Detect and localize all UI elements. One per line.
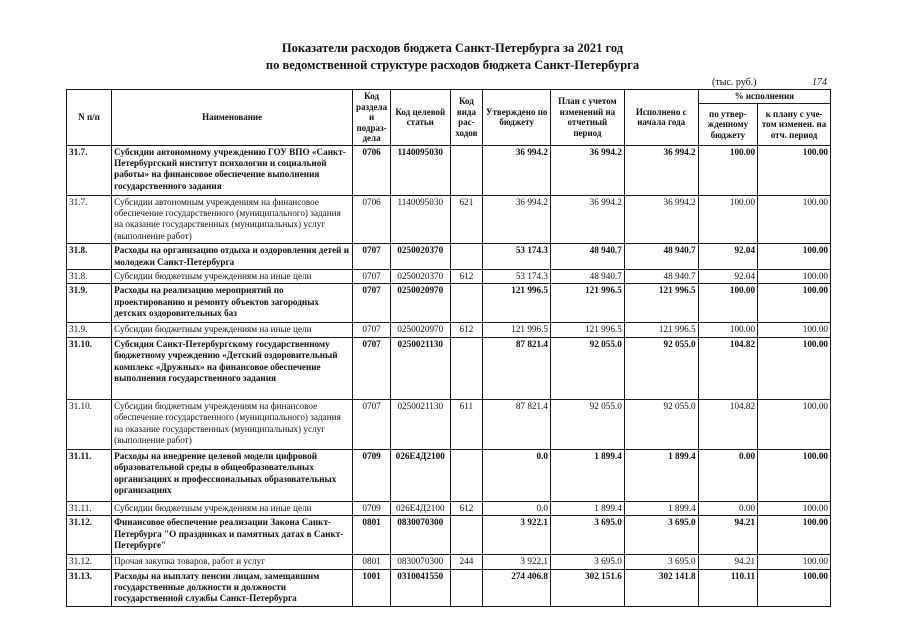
cell-exptype: 621: [450, 195, 483, 244]
cell-name: Финансовое обеспечение реализации Закона Санкт-Петербурга "О праздниках и памятных датах в Санкт-Петербурге": [112, 516, 353, 555]
cell-target: 1140095030: [391, 195, 450, 244]
cell-exptype: [450, 569, 483, 606]
cell-plan: 48 940.7: [550, 269, 624, 283]
cell-pct-plan: 100.00: [758, 145, 831, 195]
cell-num: 31.11.: [67, 501, 112, 515]
cell-exptype: [450, 284, 483, 323]
cell-approved: 53 174.3: [483, 244, 551, 270]
table-row: [67, 323, 831, 337]
cell-pct-plan: 100.00: [758, 449, 831, 501]
header-section: Код раздела и подраз-дела: [353, 90, 391, 146]
cell-plan: 121 996.5: [550, 284, 624, 323]
cell-num: 31.9.: [67, 284, 112, 323]
cell-pct-plan: 100.00: [758, 337, 831, 399]
cell-exptype: [450, 145, 483, 195]
cell-section: 0709: [353, 501, 391, 515]
cell-executed: 48 940.7: [624, 244, 698, 270]
units-label: (тыс. руб.): [712, 77, 757, 88]
cell-plan: 92 055.0: [550, 337, 624, 399]
cell-pct-plan: 100.00: [758, 244, 831, 270]
cell-plan: 3 695.0: [550, 516, 624, 555]
cell-pct-plan: 100.00: [758, 569, 831, 606]
cell-plan: 92 055.0: [550, 399, 624, 449]
cell-section: 0707: [353, 244, 391, 270]
cell-num: 31.8.: [67, 269, 112, 283]
cell-executed: 36 994.2: [624, 145, 698, 195]
cell-approved: 274 406.8: [483, 569, 551, 606]
table-body: [67, 145, 831, 606]
cell-section: 0707: [353, 284, 391, 323]
cell-executed: 121 996.5: [624, 284, 698, 323]
cell-pct-approved: 110.11: [698, 569, 757, 606]
cell-num: 31.11.: [67, 449, 112, 501]
cell-num: 31.10.: [67, 337, 112, 399]
cell-executed: 3 695.0: [624, 555, 698, 569]
cell-target: 0830070300: [391, 516, 450, 555]
table-row: [67, 501, 831, 515]
header-approved: Утверждено по бюджету: [483, 90, 551, 146]
cell-name: Субсидии бюджетным учреждениям на иные цели: [112, 323, 353, 337]
cell-num: 31.7.: [67, 145, 112, 195]
cell-section: 0801: [353, 516, 391, 555]
cell-pct-plan: 100.00: [758, 323, 831, 337]
report-title-line2: по ведомственной структуре расходов бюджета Санкт-Петербурга: [265, 58, 640, 72]
cell-exptype: 611: [450, 399, 483, 449]
cell-exptype: [450, 337, 483, 399]
cell-exptype: [450, 449, 483, 501]
cell-approved: 36 994.2: [483, 145, 551, 195]
cell-pct-approved: 92.04: [698, 244, 757, 270]
cell-target: 026Е4Д2100: [391, 449, 450, 501]
cell-section: 0709: [353, 449, 391, 501]
cell-name: Субсидии автономным учреждениям на финансовое обеспечение государственного (муниципального) задания на оказание государственных (муниципальных) услуг (выполнение работ): [112, 195, 353, 244]
cell-approved: 87 821.4: [483, 337, 551, 399]
cell-pct-approved: 100.00: [698, 145, 757, 195]
cell-executed: 1 899.4: [624, 501, 698, 515]
cell-plan: 48 940.7: [550, 244, 624, 270]
cell-approved: 3 922.1: [483, 555, 551, 569]
cell-pct-plan: 100.00: [758, 516, 831, 555]
header-num: N п/п: [67, 90, 112, 146]
cell-approved: 36 994.2: [483, 195, 551, 244]
table-row: [67, 337, 831, 399]
cell-target: 026Е4Д2100: [391, 501, 450, 515]
cell-plan: 36 994.2: [550, 145, 624, 195]
header-pct-plan: к плану с уче-том изменен. на отч. период: [758, 104, 831, 146]
cell-plan: 1 899.4: [550, 501, 624, 515]
table-row: [67, 555, 831, 569]
cell-name: Субсидия Санкт-Петербургскому государственному бюджетному учреждению «Детский оздоровительный комплекс «Дружных» на финансовое обеспечение выполнения государственного задания: [112, 337, 353, 399]
cell-plan: 3 695.0: [550, 555, 624, 569]
header-name: Наименование: [112, 90, 353, 146]
table-row: [67, 569, 831, 606]
cell-approved: 121 996.5: [483, 323, 551, 337]
cell-pct-plan: 100.00: [758, 284, 831, 323]
header-pct-approved: по утвер-жденному бюджету: [698, 104, 757, 146]
cell-target: 0250020370: [391, 244, 450, 270]
cell-plan: 1 899.4: [550, 449, 624, 501]
table-row: [67, 244, 831, 270]
cell-name: Прочая закупка товаров, работ и услуг: [112, 555, 353, 569]
cell-num: 31.13.: [67, 569, 112, 606]
cell-name: Расходы на реализацию мероприятий по проектированию и ремонту объектов загородных детских оздоровительных баз: [112, 284, 353, 323]
header-executed: Исполнено с начала года: [624, 90, 698, 146]
cell-pct-plan: 100.00: [758, 399, 831, 449]
cell-pct-approved: 100.00: [698, 195, 757, 244]
cell-name: Субсидии бюджетным учреждениям на иные цели: [112, 269, 353, 283]
report-title-line1: Показатели расходов бюджета Санкт-Петербурга за 2021 год: [281, 41, 624, 55]
cell-executed: 121 996.5: [624, 323, 698, 337]
cell-exptype: [450, 244, 483, 270]
cell-pct-plan: 100.00: [758, 555, 831, 569]
cell-target: 0250020370: [391, 269, 450, 283]
header-target: Код целевой статьи: [391, 90, 450, 146]
cell-section: 1001: [353, 569, 391, 606]
cell-target: 0250021130: [391, 337, 450, 399]
cell-pct-approved: 100.00: [698, 284, 757, 323]
cell-num: 31.7.: [67, 195, 112, 244]
cell-name: Расходы на выплату пенсии лицам, замещавшим государственные должности и должности государственной службы Санкт-Петербурга: [112, 569, 353, 606]
cell-num: 31.9.: [67, 323, 112, 337]
cell-pct-approved: 0.00: [698, 501, 757, 515]
cell-pct-approved: 104.82: [698, 337, 757, 399]
cell-section: 0707: [353, 269, 391, 283]
table-row: [67, 516, 831, 555]
cell-executed: 48 940.7: [624, 269, 698, 283]
table-row: [67, 284, 831, 323]
cell-section: 0706: [353, 145, 391, 195]
header-exptype: Код вида рас-ходов: [450, 90, 483, 146]
cell-num: 31.8.: [67, 244, 112, 270]
cell-exptype: 612: [450, 269, 483, 283]
cell-approved: 3 922.1: [483, 516, 551, 555]
cell-section: 0801: [353, 555, 391, 569]
table-row: [67, 145, 831, 195]
header-percent: % исполнения: [698, 90, 830, 104]
cell-name: Субсидии автономному учреждению ГОУ ВПО «Санкт-Петербургский институт психологии и социальной работы» на финансовое обеспечение выполнения государственного задания: [112, 145, 353, 195]
cell-approved: 53 174.3: [483, 269, 551, 283]
cell-num: 31.12.: [67, 516, 112, 555]
cell-approved: 0.0: [483, 501, 551, 515]
cell-target: 1140095030: [391, 145, 450, 195]
cell-exptype: 612: [450, 323, 483, 337]
cell-exptype: [450, 516, 483, 555]
cell-target: 0250020970: [391, 323, 450, 337]
cell-pct-plan: 100.00: [758, 195, 831, 244]
cell-section: 0706: [353, 195, 391, 244]
cell-exptype: 244: [450, 555, 483, 569]
cell-pct-approved: 104.82: [698, 399, 757, 449]
cell-pct-approved: 0.00: [698, 449, 757, 501]
header-plan: План с учетом изменений на отчетный период: [550, 90, 624, 146]
cell-executed: 302 141.8: [624, 569, 698, 606]
cell-approved: 121 996.5: [483, 284, 551, 323]
cell-section: 0707: [353, 399, 391, 449]
cell-target: 0250021130: [391, 399, 450, 449]
cell-target: 0830070300: [391, 555, 450, 569]
cell-target: 0310041550: [391, 569, 450, 606]
expenditure-table: [66, 89, 831, 607]
cell-section: 0707: [353, 337, 391, 399]
cell-executed: 92 055.0: [624, 399, 698, 449]
cell-pct-approved: 100.00: [698, 323, 757, 337]
cell-name: Расходы на организацию отдыха и оздоровления детей и молодежи Санкт-Петербурга: [112, 244, 353, 270]
cell-plan: 36 994.2: [550, 195, 624, 244]
cell-name: Субсидии бюджетным учреждениям на финансовое обеспечение государственного (муниципального) задания на оказание государственных (муниципальных) услуг (выполнение работ): [112, 399, 353, 449]
cell-pct-plan: 100.00: [758, 269, 831, 283]
cell-approved: 0.0: [483, 449, 551, 501]
cell-pct-plan: 100.00: [758, 501, 831, 515]
table-row: [67, 399, 831, 449]
cell-executed: 92 055.0: [624, 337, 698, 399]
cell-pct-approved: 94.21: [698, 555, 757, 569]
cell-pct-approved: 94.21: [698, 516, 757, 555]
table-row: [67, 269, 831, 283]
cell-num: 31.12.: [67, 555, 112, 569]
cell-plan: 121 996.5: [550, 323, 624, 337]
cell-plan: 302 151.6: [550, 569, 624, 606]
page-number: 174: [812, 77, 827, 88]
cell-pct-approved: 92.04: [698, 269, 757, 283]
cell-name: Субсидии бюджетным учреждениям на иные цели: [112, 501, 353, 515]
table-row: [67, 449, 831, 501]
cell-exptype: 612: [450, 501, 483, 515]
cell-target: 0250020970: [391, 284, 450, 323]
cell-executed: 36 994.2: [624, 195, 698, 244]
cell-name: Расходы на внедрение целевой модели цифровой образовательной среды в общеобразовательных организациях и профессиональных образовательных организациях: [112, 449, 353, 501]
cell-approved: 87 821.4: [483, 399, 551, 449]
cell-section: 0707: [353, 323, 391, 337]
cell-executed: 3 695.0: [624, 516, 698, 555]
cell-num: 31.10.: [67, 399, 112, 449]
table-row: [67, 195, 831, 244]
cell-executed: 1 899.4: [624, 449, 698, 501]
